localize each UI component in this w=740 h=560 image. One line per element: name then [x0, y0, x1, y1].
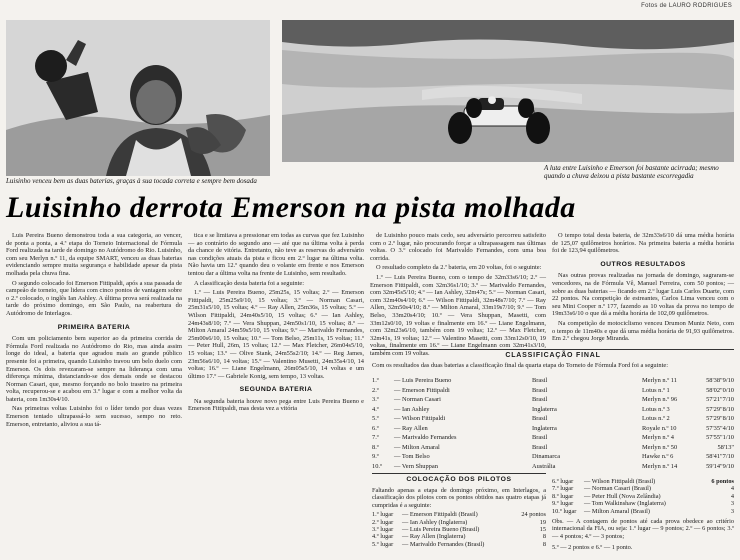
- col3-paragraph-1: de Luisinho pouco mais cedo, seu adversário percorreu satisfeito com o 2.º lugar, não procurando forçar a ultrapassagem nas últimas voltas. O 3.º colocado foi Marivaldo Fernandes, com uma boa corrida.: [370, 232, 546, 262]
- classification-row: 9.º — Tom Belso Dinamarca Hawke n.º 6 58'41"7/10: [372, 453, 734, 460]
- article-column-2: [188, 232, 364, 556]
- col1-paragraph-1: Luis Pereira Bueno demonstrou toda a sua categoria, ao vencer, de ponta a ponta, a 4.ª etapa do Torneio Internacional de Fórmula Ford realizada na tarde de domingo no Autódromo do Rio. Luisinho, com seu Merlyn n.º 11, da equipe SMART, venceu as duas baterias evidenciando sempre muita segurança e habilidade apesar da pista molhada pela chuva fina.: [6, 232, 182, 277]
- pilot-row: 10.º lugar — Milton Amaral (Brasil) 3: [552, 507, 734, 515]
- classification-row: 1.º — Luis Pereira Bueno Brasil Merlyn n.º 11 58'38"9/10: [372, 377, 734, 384]
- classification-row: 6.º — Ray Allen Inglaterra Royale n.º 10 57'35"4/10: [372, 424, 734, 432]
- pilot-row: 9.º lugar — Tom Walkinshaw (Inglaterra) 3: [552, 500, 734, 508]
- scoring-note: Obs. — A contagem de pontos até cada prova obedece ao critério internacional da FIA, ou seja: 1.º lugar — 9 pontos; 2.º — 6 pontos; 3.º — 4 pontos; 4.º — 3 pontos;: [552, 518, 734, 540]
- caption-right: A luta entre Luisinho e Emerson foi bastante acirrada; mesmo quando a chuva deixou a pista bastante escorregadia: [544, 164, 719, 180]
- classification-intro: Com os resultados das duas baterias a classificação final da quarta etapa do Torneio de Fórmula Ford foi a seguinte:: [372, 362, 668, 369]
- pilots-title: COLOCAÇÃO DOS PILOTOS: [406, 476, 512, 483]
- headline: Luisinho derrota Emerson na pista molhada: [6, 191, 576, 224]
- article-column-1: [6, 232, 182, 556]
- col2-paragraph-1: tica e se limitava a pressionar em todas as curvas que fez Luisinho — ao contrário do segundo ano — até que na última volta à perda da chance de vitória. Entretanto, não teve as reservas do adversário nas condições atuais da pista e ficou em 2.º lugar na última volta. Não havia um 12.º quando deu o volante em frente e nos Emerson tentou dar a última volta na frente de Luisinho, sem resultado.: [188, 232, 364, 277]
- pilot-row: 5.º lugar — Marivaldo Fernandes (Brasil) 8: [372, 540, 546, 548]
- classification-row: 4.º — Ian Ashley Inglaterra Lotus n.º 3 57'29"8/10: [372, 405, 734, 413]
- col1-paragraph-2: O segundo colocado foi Emerson Fittipaldi, após a sua passada de campeão de torneio, que lidera com cinco pontos de vantagem sobre o 2.º colocado, o inglês Ian Ashley. A última prova será realizada na tarde do próximo domingo, em São Paulo, na reabertura do Autódromo de Interlagos.: [6, 279, 182, 317]
- classification-row: 3.º — Norman Casari Brasil Merlyn n.º 96 57'21"7/10: [372, 396, 734, 403]
- col3-results-2: 1.º — Luis Pereira Bueno, com o tempo de 32m33s6/10; 2.º — Emerson Fittipaldi, com 32m36s1/10; 3.º — Marivaldo Fernandes, com 32m45s5/10; 4.º — Ian Ashley, 32m47s; 5.º — Norman Casari, com 32m40s4/10; 6.º — Wilson Fittipaldi, 32m48s7/10; 7.º — Ray Allen, 32m50s4/10; 8.º — Milton Amaral, 33m19s7/10; 9.º — Tom Belso, 33m20s4/10; 10.º — Vera Shuppan, Masetti, com 33m12s0/10, 19 voltas e finalmente em 16.º — Liane Engelmann, com 32m23s6/10, também com 19 voltas; 12.º — Max Fletcher, 32m41s, 19 voltas; 12.º — Valentino Masetti, com 33m12s0/10, 19 voltas, finalmente em 16.º — Liane Engelmann com 32m41s3/10, também com 19 voltas.: [370, 273, 546, 357]
- col4-paragraph-1: O tempo total desta bateria, de 32m33s6/10 dá uma média horária de 125,07 quilômetros horários. Na primeira bateria a média horária foi de 123,94 quilômetros.: [552, 232, 734, 255]
- col1-paragraph-3: Com um policiamento bem superior ao da primeira corrida de Fórmula Ford realizada no Autódromo do Rio, mas ainda assim longe do ideal, a bateria que agradou mais ao grande público presente foi a primeira, quando Luisinho travou um belo duelo com Emerson. Os dois revezaram-se sempre na liderança com uma diferença mínima, distanciando-se dos demais onde se destacou Norman Casari, que, mesmo forçando no bolo traseiro na primeira volta, recuperou-se e acabou em 3.º lugar e com a melhor volta da bateria, com 1m30s4/10.: [6, 335, 182, 403]
- classification-row: 5.º — Wilson Fittipaldi Brasil Lotus n.º 2 57'29"8/10: [372, 415, 734, 422]
- col4-paragraph-2: Nas outras provas realizadas na jornada de domingo, sagraram-se vencedores, na de Fórmula Vê, Manuel Ferreira, com 50 pontos; — sobre as duas baterias — ficando em 2.º lugar Luis Carlos Duarte, com 22 pontos. Na competição de estreantes, Carlos Lima venceu com o seu Mini Cooper n.º 177, fazendo as 10 voltas da prova no tempo de 19m33s6/10 o que dá a média horária de 102,09 quilômetros.: [552, 272, 734, 318]
- col3-paragraph-2: O resultado completo da 2.ª bateria, em 20 voltas, foi o seguinte:: [376, 264, 542, 272]
- divider-classification: [372, 349, 734, 350]
- driver-trophy-illustration: [6, 20, 270, 176]
- photo-driver-trophy: [6, 20, 270, 176]
- pilots-standings-continued: [552, 478, 734, 515]
- classification-row: 7.º — Marivaldo Fernandes Brasil Merlyn n.º 4 57'55"1/10: [372, 434, 734, 441]
- col1-paragraph-4: Nas primeiras voltas Luisinho foi o líder tendo por duas vezes Emerson tentado ultrapassá-lo sem sucesso, sempo no reto. Emerson, entretanto, aliviou a sua tá-: [6, 405, 182, 428]
- article-column-3: [370, 232, 546, 357]
- article-column-4: [552, 232, 734, 348]
- pilot-row: 6.º lugar — Wilson Fittipaldi (Brasil) 6 pontos: [552, 478, 734, 485]
- classification-row: 2.º — Emerson Fittipaldi Brasil Lotus n.º 1 58'02"0/10: [372, 386, 734, 394]
- col2-paragraph-3: Na segunda bateria houve novo pega entre Luis Pereira Bueno e Emerson Fittipaldi, mas desta vez a vitória: [188, 397, 364, 413]
- classification-title: CLASSIFICAÇÃO FINAL: [505, 352, 601, 359]
- pilot-row: 7.º lugar — Norman Casari (Brasil) 4: [552, 485, 734, 493]
- photo-credit: Fotos de LAURO RODRIGUES: [641, 3, 732, 9]
- section-primeira-bateria: PRIMEIRA BATERIA: [57, 323, 131, 331]
- classification-table: [372, 376, 734, 471]
- classification-row: 10.º — Vern Shuppan Austrália Merlyn n.º 14 59'14"9/10: [372, 462, 734, 470]
- photo-race-car: [282, 20, 734, 162]
- pilot-row: 8.º lugar — Peter Hull (Nova Zelândia) 4: [552, 492, 734, 500]
- race-car-illustration: [282, 20, 734, 162]
- pilots-intro: Faltando apenas a etapa de domingo próximo, em Interlagos, a classificação dos pilotos com os pontos obtidos nas quatro etapas já cumpridas é a seguinte:: [372, 487, 546, 509]
- pilot-row: 3.º lugar — Luis Pereira Bueno (Brasil) 15: [372, 526, 546, 533]
- col4-paragraph-3: Na competição de motociclismo venceu Drumon Muniz Neto, com o tempo de 11m40s e que dá uma média horária de 91,93 quilômetros. Em 2.º chegou Jorge Miranda.: [552, 319, 734, 343]
- pilots-standings: [372, 476, 546, 548]
- col2-results-1: 1.º — Luis Pereira Bueno, 25m25s, 15 voltas; 2.º — Emerson Fittipaldi, 25m25s9/10, 15 voltas; 3.º — Norman Casari, 25m31s5/10, 15 voltas; 4.º — Ray Allen, 25m36s, 15 voltas; 5.º — Wilson Fittipaldi, 24m40s5/10, 15 voltas; 6.º — Ian Ashley, 24m43s8/10; 7.º — Vera Shuppan, 24m50s1/10, 15 voltas; 8.º — Milton Amaral 24m59s5/10, 15 voltas; 9.º — Marivaldo Fernandes, 25m00s6/10, 15 voltas; 10.º — Tom Belso, 25m11s, 15 voltas; 11.º — Peter Hull, 26m, 15 voltas; 12.º — Max Fletcher, 26m04s5/10, 15 voltas; 13.º — Olive Stank, 24m55s2/10; 14.º — Reg James, 23m56s6/10, 14 voltas; 15.º — Valentino Musetti, 24m35s4/10, 14 voltas; 16.º — Liane Engelmann, 26m05s5/10, 14 voltas e um último 17.º — Gabriele Konig, sem tempo, 13 voltas.: [188, 289, 364, 380]
- pilot-row: 1.º lugar — Emerson Fittipaldi (Brasil) 24 pontos: [372, 511, 546, 519]
- section-segunda-bateria: SEGUNDA BATERIA: [239, 386, 313, 394]
- caption-left: Luisinho venceu bem as duas baterias, graças à sua tocada correta e sempre bem dosada: [6, 177, 257, 185]
- scoring-note-end: 5.º — 2 pontos e 6.º — 1 ponto.: [552, 544, 633, 551]
- divider-pilots: [372, 473, 546, 474]
- pilot-row: 2.º lugar — Ian Ashley (Inglaterra) 19: [372, 518, 546, 526]
- section-outros-resultados: OUTROS RESULTADOS: [600, 260, 686, 268]
- classification-row: 8.º — Milton Amaral Brasil Merlyn n.º 50 58'13": [372, 443, 734, 451]
- col2-paragraph-2: A classificação desta bateria foi a seguinte:: [194, 279, 305, 287]
- pilot-row: 4.º lugar — Ray Allen (Inglaterra) 8: [372, 533, 546, 541]
